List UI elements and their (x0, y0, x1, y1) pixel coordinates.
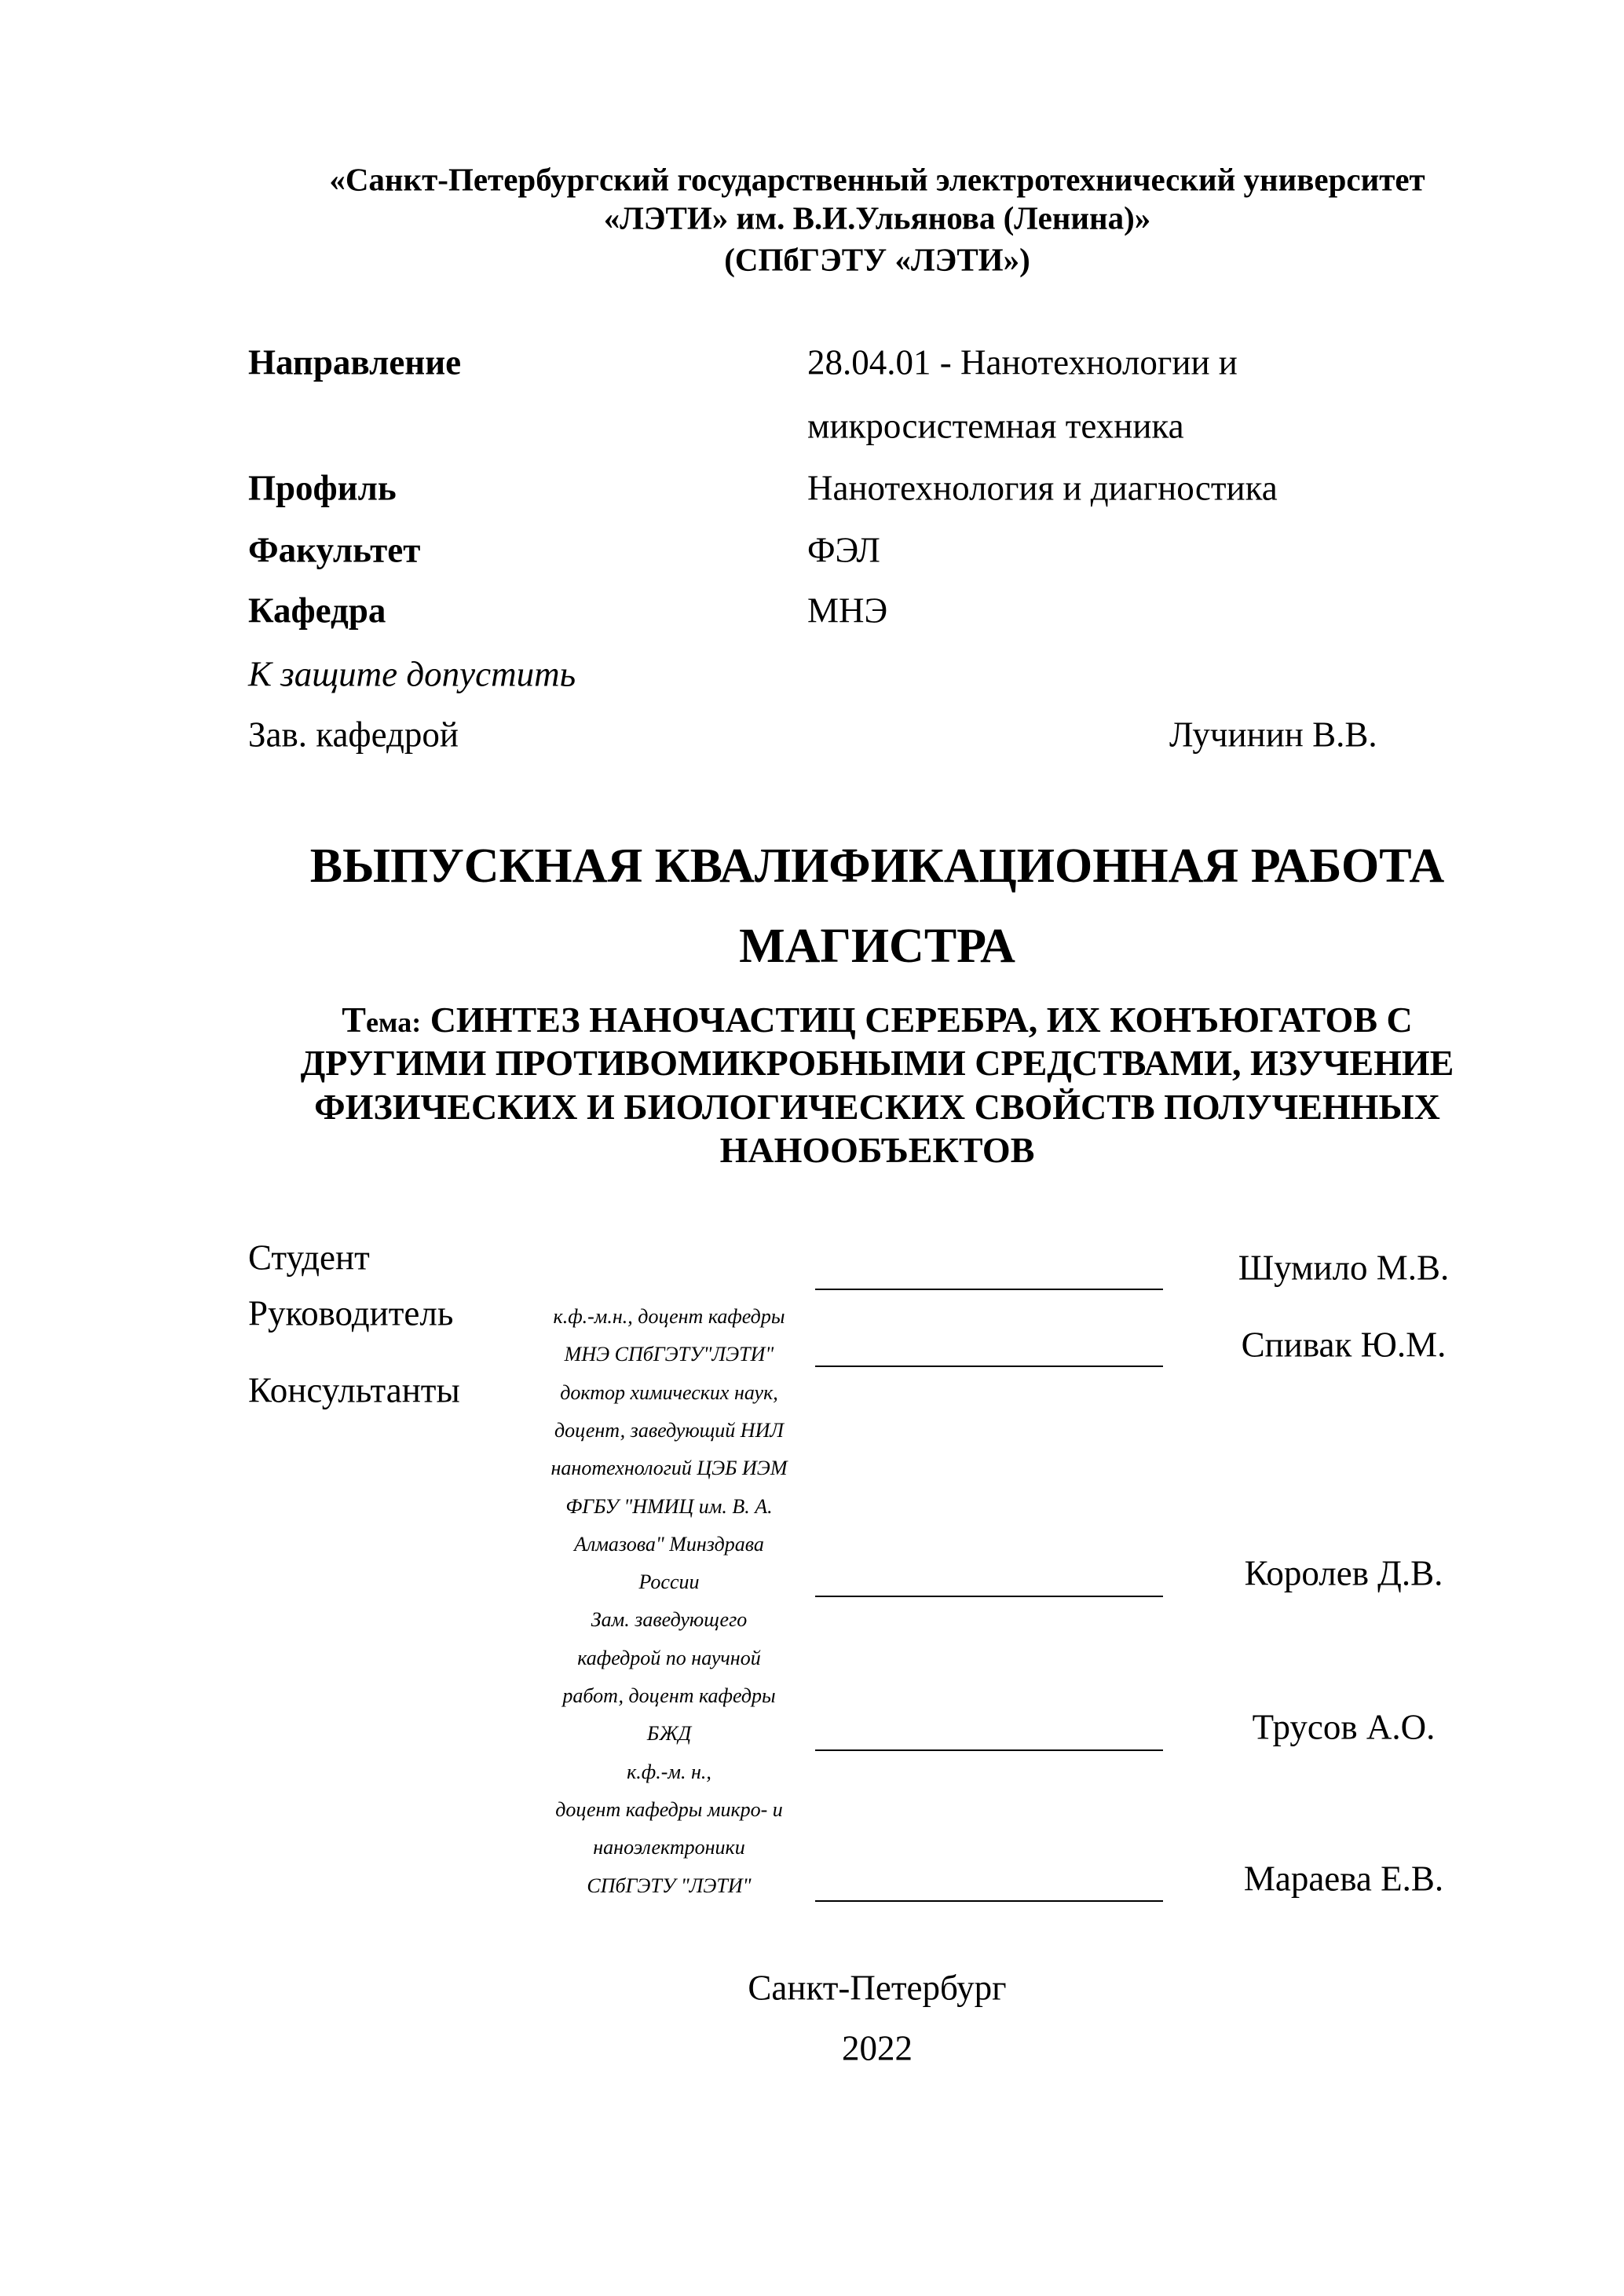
head-name: Лучинин В.В. (1169, 715, 1377, 755)
consultant-name-2: Трусов А.О. (1252, 1707, 1436, 1747)
university-abbreviation: (СПбГЭТУ «ЛЭТИ») (724, 241, 1030, 278)
credential-line: СПбГЭТУ "ЛЭТИ" (587, 1874, 752, 1897)
supervisor-name: Спивак Ю.М. (1241, 1325, 1447, 1365)
direction-value-1: 28.04.01 - Нанотехнологии и (807, 342, 1238, 382)
credential-line: МНЭ СПбГЭТУ"ЛЭТИ" (564, 1343, 774, 1366)
credential-line: к.ф.-м. н., (627, 1760, 711, 1783)
credential-line: России (638, 1570, 700, 1594)
profile-label: Профиль (248, 468, 397, 508)
credential-line: к.ф.-м.н., доцент кафедры (553, 1305, 785, 1328)
document-title-line-1: ВЫПУСКНАЯ КВАЛИФИКАЦИОННАЯ РАБОТА (309, 839, 1445, 893)
credential-line: нанотехнологий ЦЭБ ИЭМ (550, 1457, 788, 1480)
credential-line: Алмазова" Минздрава (574, 1532, 764, 1556)
department-value: МНЭ (807, 590, 888, 631)
faculty-label: Факультет (248, 530, 421, 570)
supervisor-label: Руководитель (248, 1293, 454, 1333)
consultant-name-3: Мараева Е.В. (1243, 1859, 1444, 1899)
profile-value: Нанотехнология и диагностика (807, 468, 1278, 508)
topic-prefix-initial: Т (342, 1000, 366, 1040)
signature-line-consultant-1 (815, 1596, 1163, 1597)
credential-line: доктор химических наук, (560, 1380, 778, 1404)
signature-line-consultant-2 (815, 1749, 1163, 1751)
topic-prefix-rest: ема: (365, 1007, 422, 1038)
direction-value-2: микросистемная техника (807, 406, 1184, 446)
student-label: Студент (248, 1238, 370, 1278)
signature-line-supervisor (815, 1366, 1163, 1367)
university-name-line-2: «ЛЭТИ» им. В.И.Ульянова (Ленина)» (603, 199, 1151, 236)
direction-label: Направление (248, 342, 462, 382)
head-label: Зав. кафедрой (248, 715, 459, 755)
consultants-label: Консультанты (248, 1370, 460, 1410)
student-name: Шумило М.В. (1238, 1248, 1450, 1288)
topic-line-3: ФИЗИЧЕСКИХ И БИОЛОГИЧЕСКИХ СВОЙСТВ ПОЛУЧЕННЫХ (314, 1087, 1440, 1127)
department-label: Кафедра (248, 590, 386, 631)
document-title-line-2: МАГИСТРА (739, 919, 1015, 973)
faculty-value: ФЭЛ (807, 530, 880, 570)
signature-line-student (815, 1289, 1163, 1290)
credential-line: БЖД (646, 1722, 692, 1746)
credential-line: доцент кафедры микро- и (555, 1797, 783, 1821)
credential-line: кафедрой по научной (577, 1646, 761, 1669)
admit-label: К защите допустить (248, 654, 576, 694)
topic-line-2: ДРУГИМИ ПРОТИВОМИКРОБНЫМИ СРЕДСТВАМИ, ИЗУЧЕНИЕ (300, 1043, 1454, 1083)
topic-line-1 (0, 1002, 1624, 1038)
city: Санкт-Петербург (748, 1968, 1007, 2008)
credential-line: наноэлектроники (593, 1836, 745, 1859)
consultant-name-1: Королев Д.В. (1244, 1553, 1443, 1593)
credential-line: доцент, заведующий НИЛ (554, 1418, 784, 1442)
topic-line-4: НАНООБЪЕКТОВ (719, 1130, 1035, 1170)
credential-line: ФГБУ "НМИЦ им. В. А. (565, 1494, 773, 1518)
year: 2022 (842, 2028, 913, 2068)
credential-line: Зам. заведующего (591, 1608, 748, 1632)
signature-line-consultant-3 (815, 1900, 1163, 1902)
university-name-line-1: «Санкт-Петербургский государственный электротехнический университет (329, 161, 1425, 198)
topic-text-1: СИНТЕЗ НАНОЧАСТИЦ СЕРЕБРА, ИХ КОНЪЮГАТОВ С (430, 1000, 1413, 1040)
credential-line: работ, доцент кафедры (562, 1684, 776, 1707)
